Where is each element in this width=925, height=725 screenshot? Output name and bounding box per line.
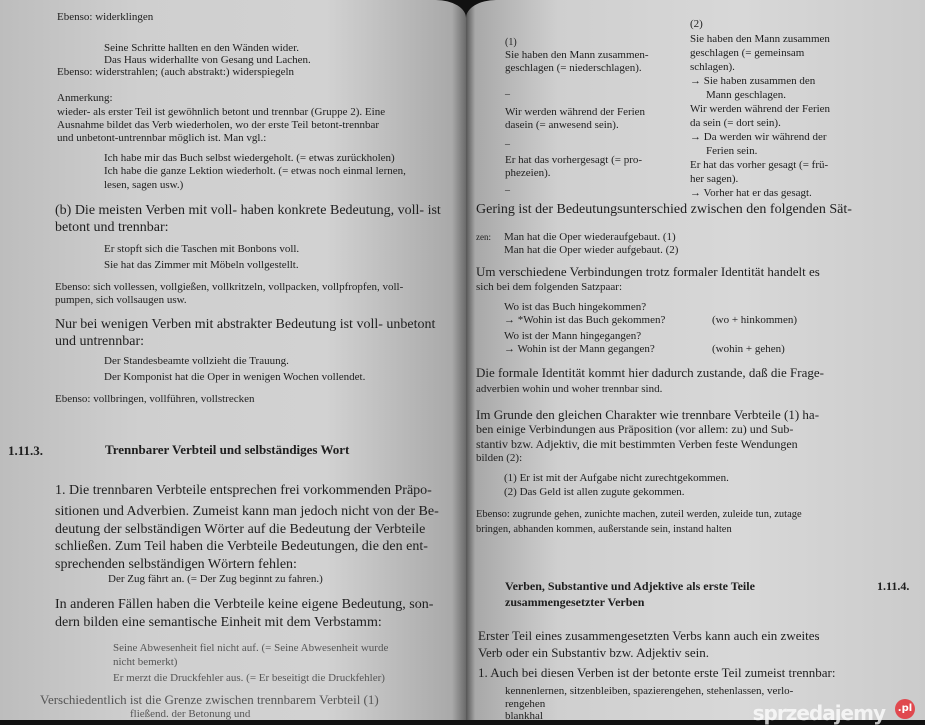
text-line: (wohin + gehen) [712, 343, 785, 355]
text-line: Verb oder ein Substantiv bzw. Adjektiv sein. [478, 645, 709, 660]
text-line: betont und trennbar: [55, 220, 169, 235]
text-line: Wir werden während der Ferien [690, 103, 831, 115]
text-line: adverbien wohin und woher trennbar sind. [476, 383, 663, 395]
text-line: nicht bemerkt) [113, 656, 178, 668]
text-line: Das Haus widerhallte von Gesang und Lachen. [104, 54, 311, 66]
text-line: kennenlernen, sitzenbleiben, spazierengehen, stehenlassen, verlo- [505, 685, 794, 697]
text-line: Um verschiedene Verbindungen trotz formaler Identität handelt es [476, 264, 820, 279]
section-heading: 1.11.3. [8, 443, 44, 458]
text-line: Ebenso: zugrunde gehen, zunichte machen, zuteil werden, zuleide tun, zutage [476, 509, 802, 520]
text-line: und untrennbar: [55, 334, 145, 349]
text-line: geschlagen (= gemeinsam [690, 47, 805, 59]
text-line: (2) Das Geld ist allen zugute gekommen. [504, 486, 685, 498]
right-book-page [466, 0, 925, 720]
text-line: → Vorher hat er das gesagt. [690, 187, 812, 199]
text-line: lesen, sagen usw.) [104, 179, 184, 191]
text-line: (1) Er ist mit der Aufgabe nicht zurechtgekommen. [504, 472, 729, 484]
text-line: → Da werden wir während der [690, 131, 827, 143]
text-line: Ich habe mir das Buch selbst wiedergeholt. (= etwas zurückholen) [104, 152, 395, 164]
text-line: → Wohin ist der Mann gegangen? [504, 343, 655, 355]
text-line: → Sie haben zusammen den [690, 75, 816, 87]
section-heading: 1.11.4. [877, 579, 910, 593]
text-line: → *Wohin ist das Buch gekommen? [504, 314, 666, 326]
text-line: Wir werden während der Ferien [505, 106, 646, 118]
section-heading: Verben, Substantive und Adjektive als erste Teile [505, 579, 755, 593]
text-line: Erster Teil eines zusammengesetzten Verbs kann auch ein zweites [478, 628, 820, 643]
text-line: – [505, 185, 510, 196]
text-line: und unbetont-untrennbar möglich ist. Man vgl.: [57, 132, 267, 144]
text-line: Ausnahme bildet das Verb wiederholen, wo der erste Teil betont-trennbar [57, 119, 380, 131]
text-line: Wo ist das Buch hingekommen? [504, 301, 647, 313]
text-line: Mann geschlagen. [706, 89, 787, 101]
text-line: 1. Die trennbaren Verbteile entsprechen frei vorkommenden Präpo- [55, 483, 432, 498]
text-line: Der Zug fährt an. (= Der Zug beginnt zu fahren.) [108, 573, 323, 585]
text-line: her sagen). [690, 173, 739, 185]
text-line: Gering ist der Bedeutungsunterschied zwischen den folgenden Sät- [476, 202, 852, 217]
text-line: – [505, 89, 510, 100]
text-line: In anderen Fällen haben die Verbteile keine eigene Bedeutung, son- [55, 597, 434, 612]
text-line: Der Komponist hat die Oper in wenigen Wochen vollendet. [104, 371, 366, 383]
text-line: schlagen). [690, 61, 735, 73]
text-line: stantiv bzw. Adjektiv, die mit bestimmten Verben feste Wendungen [476, 437, 798, 451]
text-line: Sie haben den Mann zusammen [690, 33, 830, 45]
section-heading: Trennbarer Verbteil und selbständiges Wort [105, 442, 350, 457]
text-line: Ebenso: widerstrahlen; (auch abstrakt:) widerspiegeln [57, 66, 295, 78]
text-line: Anmerkung: [57, 92, 113, 104]
text-line: sprechenden selbständigen Wörtern fehlen: [55, 557, 297, 572]
text-line: bringen, abhanden kommen, außerstande sein, instand halten [476, 524, 732, 535]
text-line: Nur bei wenigen Verben mit abstrakter Bedeutung ist voll- unbetont [55, 317, 436, 332]
text-line: dasein (= anwesend sein). [505, 119, 619, 131]
text-line: (wo + hinkommen) [712, 314, 798, 326]
text-line: phezeien). [505, 167, 551, 179]
text-line: sitionen und Adverbien. Zumeist kann man jedoch nicht von der Be- [55, 504, 439, 519]
text-line: Man hat die Oper wiederaufgebaut. (1) [504, 231, 676, 243]
text-line: Die formale Identität kommt hier dadurch zustande, daß die Frage- [476, 365, 824, 380]
text-line: Man hat die Oper wieder aufgebaut. (2) [504, 244, 679, 256]
text-line: Sie hat das Zimmer mit Möbeln vollgestellt. [104, 259, 299, 271]
text-line: blankhal [505, 710, 543, 720]
text-line: (1) [505, 37, 517, 48]
watermark-text: sprzedajemy [752, 701, 885, 725]
text-line: pumpen, sich vollsaugen usw. [55, 294, 187, 306]
text-line: Seine Schritte hallten en den Wänden wider. [104, 42, 299, 54]
text-line: Seine Abwesenheit fiel nicht auf. (= Seine Abwesenheit wurde [113, 642, 389, 654]
text-line: Ferien sein. [706, 145, 758, 157]
text-line: bilden (2): [476, 452, 523, 464]
text-line: dern bilden eine semantische Einheit mit dem Verbstamm: [55, 615, 382, 630]
text-line: Ich habe die ganze Lektion wiederholt. (= etwas noch einmal lernen, [104, 165, 406, 177]
text-line: zen: [476, 232, 491, 242]
text-line: Er hat das vorher gesagt (= frü- [690, 159, 829, 171]
watermark-badge: .pl [895, 699, 915, 719]
text-line: (2) [690, 18, 703, 30]
text-line: Im Grunde den gleichen Charakter wie trennbare Verbteile (1) ha- [476, 407, 820, 422]
text-line: Verschiedentlich ist die Grenze zwischen trennbarem Verbteil (1) [40, 692, 379, 707]
text-line: Er hat das vorhergesagt (= pro- [505, 154, 643, 166]
text-line: fließend. der Betonung und [130, 708, 251, 720]
text-line: 1. Auch bei diesen Verben ist der betonte erste Teil zumeist trennbar: [478, 665, 836, 680]
text-line: deutung der selbständigen Wörter auf die Bedeutung der Verbteile [55, 522, 426, 537]
text-line: Er stopft sich die Taschen mit Bonbons voll. [104, 243, 300, 255]
section-heading: zusammengesetzter Verben [505, 595, 645, 609]
text-line: Sie haben den Mann zusammen- [505, 49, 649, 61]
watermark-logo [753, 703, 885, 723]
text-line: (b) Die meisten Verben mit voll- haben konkrete Bedeutung, voll- ist [55, 203, 441, 218]
text-line: Wo ist der Mann hingegangen? [504, 330, 642, 342]
text-line: Der Standesbeamte vollzieht die Trauung. [104, 355, 289, 367]
text-line: rengehen [505, 698, 546, 710]
text-line: sich bei dem folgenden Satzpaar: [476, 281, 623, 293]
text-line: schließen. Zum Teil haben die Verbteile Bedeutungen, die den ent- [55, 539, 428, 554]
text-line: Ebenso: vollbringen, vollführen, vollstrecken [55, 393, 255, 405]
text-line: Ebenso: sich vollessen, vollgießen, vollkritzeln, vollpacken, vollpfropfen, voll- [55, 281, 404, 293]
text-line: ben einige Verbindungen aus Präposition (vor allem: zu) und Sub- [476, 422, 794, 436]
text-line: geschlagen (= niederschlagen). [505, 62, 642, 74]
text-line: Ebenso: widerklingen [57, 11, 154, 23]
text-line: – [505, 139, 510, 150]
text-line: da sein (= dort sein). [690, 117, 781, 129]
text-line: Er merzt die Druckfehler aus. (= Er beseitigt die Druckfehler) [113, 672, 385, 684]
text-line: wieder- als erster Teil ist gewöhnlich betont und trennbar (Gruppe 2). Eine [57, 106, 386, 118]
